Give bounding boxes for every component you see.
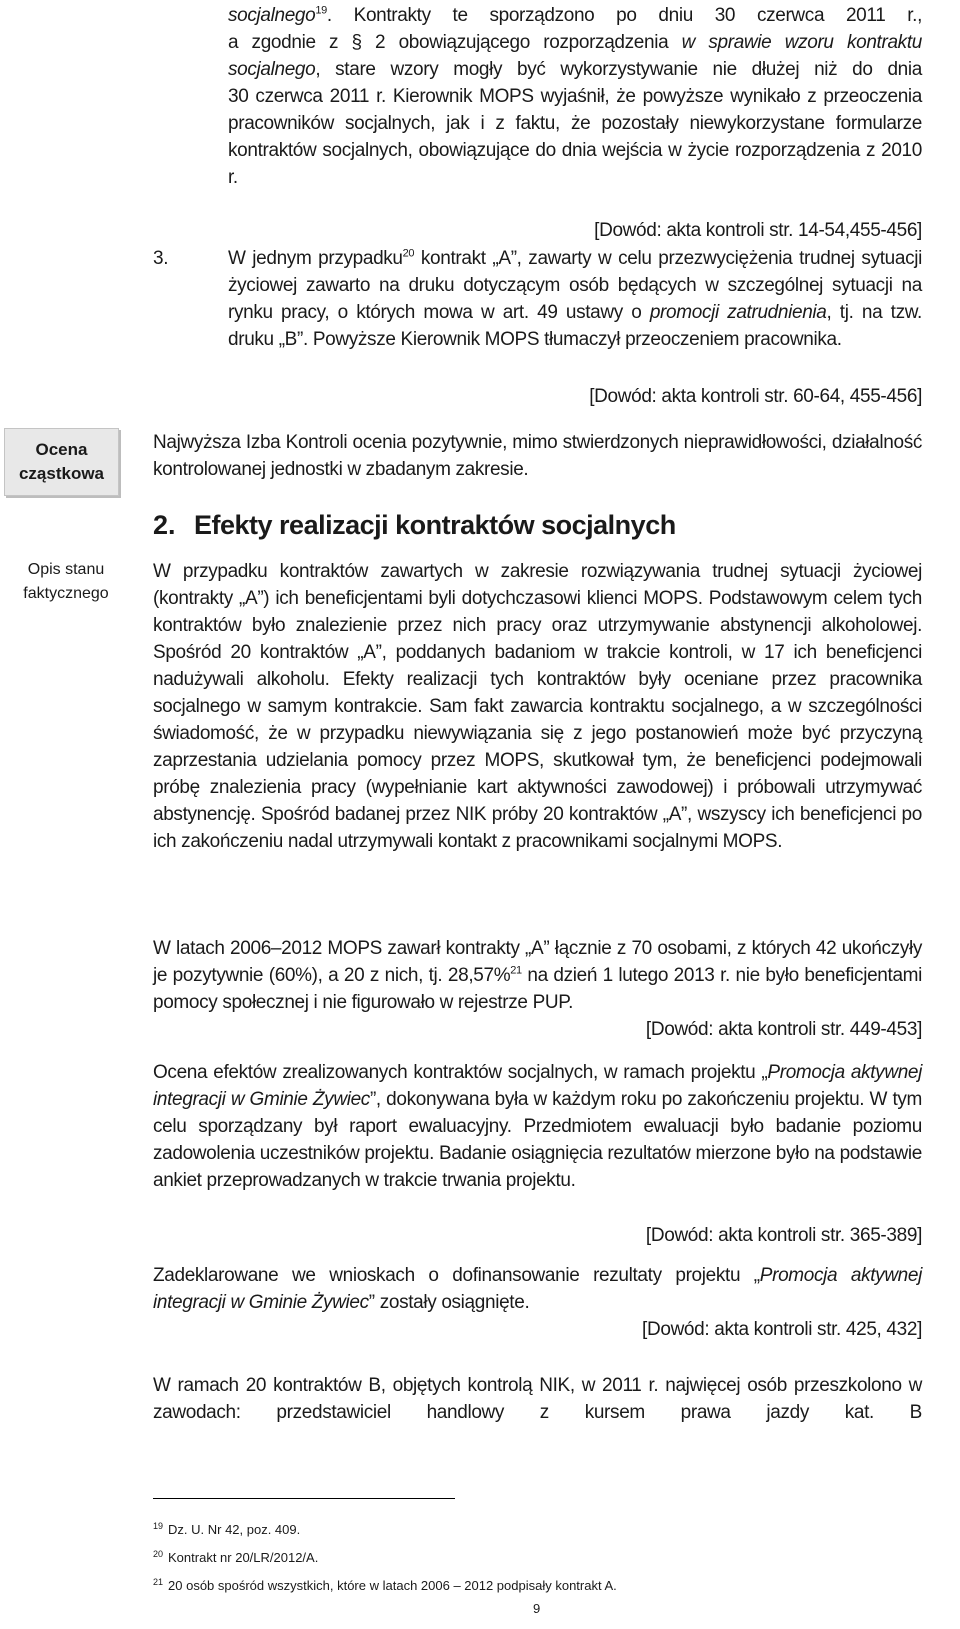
list-item	[153, 245, 922, 353]
text-span: , stare wzory mogły być wykorzystywanie nie dłużej niż do dnia	[315, 59, 922, 80]
paragraph	[153, 935, 922, 1016]
assessment-text: Najwyższa Izba Kontroli ocenia pozytywnie, mimo stwierdzonych nieprawidłowości, działalność kontrolowanej jednostki w zbadanym zakresie.	[153, 432, 922, 480]
text-italic: Promocja aktywnej integracji w Gminie Żywiec	[153, 1265, 922, 1313]
text-italic: w sprawie wzoru kontraktu	[681, 32, 922, 53]
facts-label: Opis stanu faktycznego	[23, 561, 109, 602]
text-span: na dzień 1 lutego 2013 r. nie było beneficjentami pomocy społecznej i nie figurowało w rejestrze PUP.	[153, 965, 923, 1013]
paragraph	[153, 1059, 922, 1194]
footnote-ref: 19	[315, 4, 327, 17]
text-span: . Kontrakty te sporządzono po dniu 30 czerwca 2011 r.,	[326, 5, 922, 26]
section-number: 2.	[153, 510, 176, 540]
footnote-text: Kontrakt nr 20/LR/2012/A.	[168, 1550, 319, 1565]
text-span: W jednym przypadku	[228, 248, 403, 269]
section-title: Efekty realizacji kontraktów socjalnych	[194, 510, 676, 540]
text-span: W latach 2006–2012 MOPS zawarł kontrakty „A” łącznie z 70 osobami, z których 42 ukończyły je pozytywnie (60%), a 20 z nich, tj. 28,57%	[153, 938, 922, 986]
text-italic: promocji zatrudnienia	[649, 302, 827, 323]
evidence-citation: [Dowód: akta kontroli str. 425, 432]	[642, 1319, 922, 1340]
text-italic: Promocja aktywnej integracji w Gminie Żywiec	[153, 1062, 923, 1110]
text-span: Zadeklarowane we wnioskach o dofinansowanie rezultaty projektu „	[153, 1265, 760, 1286]
paragraph: W ramach 20 kontraktów B, objętych kontrolą NIK, w 2011 r. najwięcej osób przeszkolono w zawodach: przedstawiciel handlowy z kursem prawa jazdy kat. B	[153, 1375, 922, 1423]
text-span: a zgodnie z § 2 obowiązującego rozporządzenia	[228, 32, 682, 53]
text-span: , tj. na tzw. druku „B”. Powyższe Kierownik MOPS tłumaczył przeoczeniem pracownika.	[228, 302, 922, 350]
text-span: 30 czerwca 2011 r. Kierownik MOPS wyjaśnił, że powyższe wynikało z przeoczenia pracowników socjalnych, jak i z faktu, że pozostały niewykorzystane formularze kontraktów socjalnych, obowiązujące do dnia wejścia w życie rozporządzenia z 2010 r.	[228, 86, 922, 188]
footnote-ref: 20	[402, 247, 415, 260]
footnote-separator	[153, 1498, 455, 1499]
text-italic: socjalnego	[228, 59, 316, 80]
page-number: 9	[533, 1601, 541, 1616]
evidence-citation: [Dowód: akta kontroli str. 14-54,455-456]	[594, 220, 922, 241]
paragraph: W przypadku kontraktów zawartych w zakresie rozwiązywania trudnej sytuacji życiowej (kontrakty „A”) ich beneficjentami byli dotychczasowi klienci MOPS. Podstawowym celem tych kontraktów było znalezienie przez nich pracy oraz utrzymywanie abstynencji alkoholowej. Spośród 20 kontraktów „A”, poddanych badaniom w trakcie kontroli, w 17 ich beneficjenci nadużywali alkoholu. Efekty realizacji tych kontraktów były oceniane przez pracownika socjalnego w samym kontrakcie. Sam fakt zawarcia kontraktu socjalnego, a w szczególności świadomość, że w przypadku niewywiązania się z jego postanowień może być przyczyną zaprzestania udzielania pomocy przez MOPS, skutkował tym, że beneficjenci podejmowali próbę znalezienia pracy (wypełnianie kart aktywności zawodowej) i próbowali utrzymywać abstynencję. Spośród badanej przez NIK próby 20 kontraktów „A”, wszyscy ich beneficjenci po ich zakończeniu nadal utrzymywali kontakt z pracownikami socjalnymi MOPS.	[153, 561, 922, 852]
assessment-label: Ocena cząstkowa	[4, 428, 119, 496]
evidence-citation: [Dowód: akta kontroli str. 449-453]	[645, 1019, 922, 1040]
evidence-citation: [Dowód: akta kontroli str. 60-64, 455-456]	[589, 386, 922, 407]
footnote-text: 20 osób spośród wszystkich, które w latach 2006 – 2012 podpisały kontrakt A.	[168, 1578, 617, 1593]
footnote-ref: 21	[510, 964, 522, 977]
text-span: ”, dokonywana była w każdym roku po zakończeniu projektu. W tym celu sporządzany był raport ewaluacyjny. Przedmiotem ewaluacji było badanie poziomu zadowolenia uczestników projektu. Badanie osiągnięcia rezultatów mierzone było na podstawie ankiet przeprowadzanych w trakcie trwania projektu.	[153, 1089, 923, 1191]
text-italic: socjalnego	[228, 5, 316, 26]
footnote	[153, 1522, 300, 1538]
footnote	[153, 1578, 617, 1594]
text-span: kontrakt „A”, zawarty w celu przezwyciężenia trudnej sytuacji życiowej zawarto na druku dotyczącym osób będących w szczególnej sytuacji na rynku pracy, o których mowa w art. 49 ustawy o	[228, 248, 922, 323]
footnote-text: Dz. U. Nr 42, poz. 409.	[168, 1522, 301, 1537]
top-paragraph	[228, 2, 922, 191]
text-span: Ocena efektów zrealizowanych kontraktów socjalnych, w ramach projektu „	[153, 1062, 768, 1083]
evidence-citation: [Dowód: akta kontroli str. 365-389]	[645, 1225, 922, 1246]
footnote-number: 20	[153, 1548, 164, 1559]
text-span: ” zostały osiągnięte.	[368, 1292, 530, 1313]
list-number: 3.	[153, 248, 169, 269]
footnote-number: 19	[153, 1520, 164, 1531]
footnote-number: 21	[153, 1576, 164, 1587]
paragraph	[153, 1262, 922, 1316]
footnote	[153, 1550, 318, 1566]
